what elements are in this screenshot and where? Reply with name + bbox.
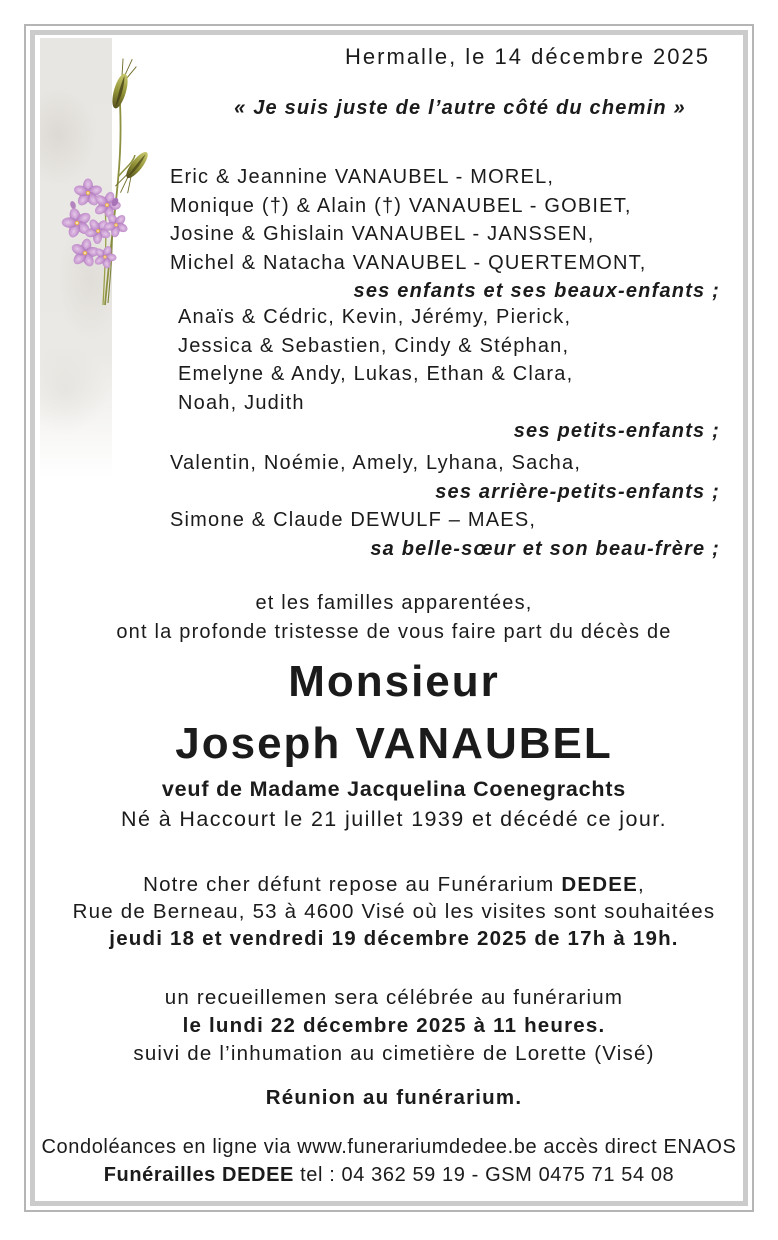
grandchildren-section [178, 303, 720, 446]
ceremony-line: un recueillemen sera célébrée au funérarium [164, 986, 624, 1009]
grandchildren-line: Jessica & Sebastien, Cindy & Stéphan, [178, 334, 570, 357]
birth-death-line: Né à Haccourt le 21 juillet 1939 et décédé ce jour. [121, 807, 667, 831]
visitation-address: Rue de Berneau, 53 à 4600 Visé où les visites sont souhaitées [72, 900, 716, 923]
visitation-text: , [638, 873, 645, 896]
grandchildren-line: Anaïs & Cédric, Kevin, Jérémy, Pierick, [178, 306, 572, 328]
great-grandchildren-section [170, 449, 720, 563]
contact-line [24, 1162, 754, 1190]
announcement-intro [40, 589, 748, 646]
visitation-line [40, 871, 748, 898]
ceremony-section [40, 984, 748, 1068]
funeral-home-label: Funérailles DEDEE [103, 1163, 294, 1186]
date-line: Hermalle, le 14 décembre 2025 [345, 44, 710, 69]
deceased-title: Monsieur [288, 657, 500, 706]
burial-line: suivi de l’inhumation au cimetière de Lorette (Visé) [133, 1042, 655, 1065]
grandchildren-line: Emelyne & Andy, Lukas, Ethan & Clara, [178, 363, 574, 385]
widower-line: veuf de Madame Jacquelina Coenegrachts [161, 777, 627, 801]
condolences-line: Condoléances en ligne via www.funerariumdedee.be accès direct ENAOS [41, 1136, 737, 1158]
great-grandchildren-role-label: ses arrière-petits-enfants ; [435, 480, 720, 503]
phone-numbers: tel : 04 362 59 19 - GSM 0475 71 54 08 [293, 1163, 675, 1186]
funeral-home-name: DEDEE [561, 873, 638, 896]
children-role-label: ses enfants et ses beaux-enfants ; [353, 280, 720, 302]
intro-line: et les familles apparentées, [255, 592, 533, 614]
reunion-line: Réunion au funérarium. [265, 1086, 523, 1109]
visitation-text: Notre cher défunt repose au Funérarium [143, 873, 562, 896]
deceased-section [40, 651, 748, 834]
violet-cluster [58, 179, 134, 274]
children-line: Josine & Ghislain VANAUBEL - JANSSEN, [170, 223, 595, 245]
grandchildren-role-label: ses petits-enfants ; [513, 420, 720, 442]
children-line: Michel & Natacha VANAUBEL - QUERTEMONT, [170, 251, 647, 274]
in-laws-line: Simone & Claude DEWULF – MAES, [170, 509, 537, 531]
visitation-section [40, 871, 748, 952]
visitation-dates: jeudi 18 et vendredi 19 décembre 2025 de 17h à 19h. [109, 927, 679, 950]
memorial-quote: « Je suis juste de l’autre côté du chemin » [234, 97, 686, 119]
flower-illustration [55, 55, 175, 310]
children-section [170, 163, 720, 306]
intro-line: ont la profonde tristesse de vous faire part du décès de [116, 620, 672, 643]
children-line: Eric & Jeannine VANAUBEL - MOREL, [170, 166, 555, 188]
ceremony-date: le lundi 22 décembre 2025 à 11 heures. [182, 1014, 606, 1037]
great-grandchildren-line: Valentin, Noémie, Amely, Lyhana, Sacha, [170, 452, 582, 474]
grandchildren-line: Noah, Judith [178, 391, 305, 414]
in-laws-role-label: sa belle-sœur et son beau-frère ; [370, 537, 720, 560]
children-line: Monique (†) & Alain (†) VANAUBEL - GOBIET, [170, 194, 632, 217]
deceased-name: Joseph VANAUBEL [175, 719, 613, 768]
footer-section [24, 1134, 754, 1189]
